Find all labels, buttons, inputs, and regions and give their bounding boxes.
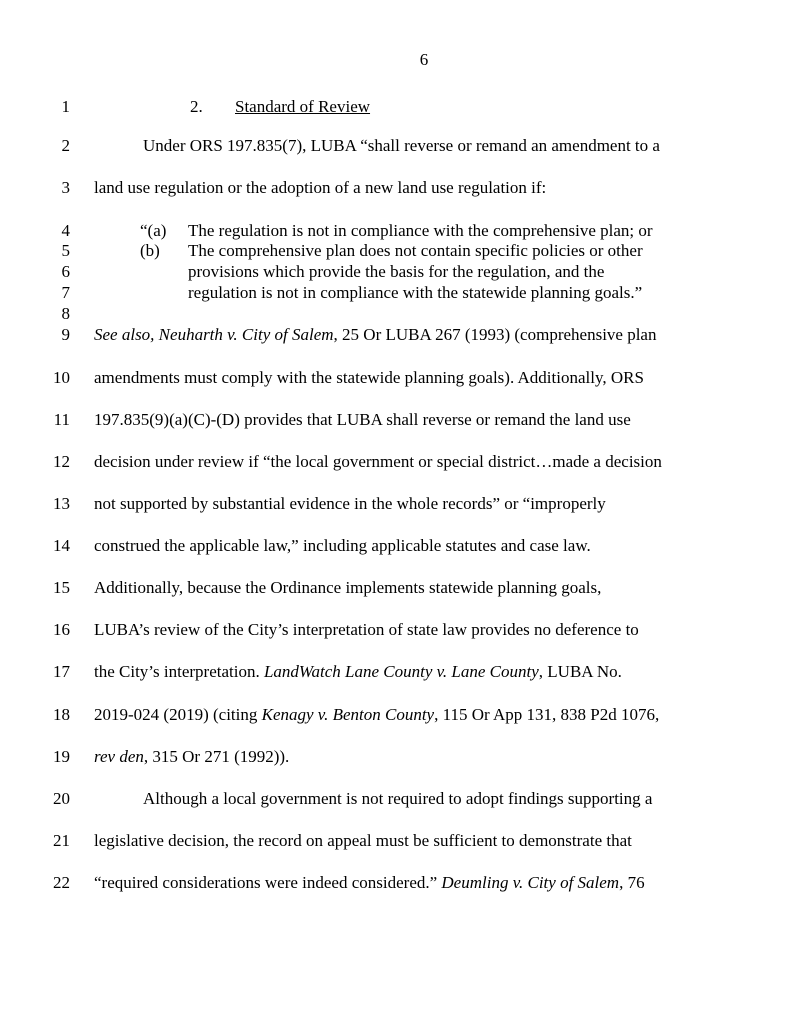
case-citation: rev den	[94, 747, 144, 766]
body-line-14: construed the applicable law,” including applicable statutes and case law.	[94, 536, 591, 555]
line-number: 14	[53, 536, 70, 555]
body-line-10: amendments must comply with the statewide planning goals). Additionally, ORS	[94, 368, 644, 387]
line-number: 7	[61, 283, 70, 302]
line-number: 18	[53, 705, 70, 724]
body-text: , 315 Or 271 (1992)).	[143, 747, 290, 766]
line-number: 1	[61, 97, 70, 116]
quote-text-b3: regulation is not in compliance with the statewide planning goals.”	[188, 283, 643, 302]
body-text: “required considerations were indeed considered.”	[94, 873, 442, 892]
body-line-19	[94, 747, 289, 767]
section-number: 2.	[190, 97, 203, 116]
line-number: 22	[53, 873, 70, 892]
quote-marker-a: “(a)	[140, 221, 167, 240]
line-number: 16	[53, 620, 70, 639]
body-line-18	[94, 705, 659, 725]
body-line-22	[94, 873, 645, 893]
line-number: 8	[61, 304, 70, 323]
body-line-9	[94, 325, 656, 345]
body-line-13: not supported by substantial evidence in the whole records” or “improperly	[94, 494, 606, 513]
body-line-3: land use regulation or the adoption of a new land use regulation if:	[94, 178, 547, 197]
case-citation: See also, Neuharth v. City of Salem	[94, 325, 334, 344]
line-number: 4	[61, 221, 70, 240]
line-number: 13	[53, 494, 70, 513]
quote-text-b2: provisions which provide the basis for the regulation, and the	[188, 262, 605, 281]
body-line-16: LUBA’s review of the City’s interpretation of state law provides no deference to	[94, 620, 639, 639]
line-number: 10	[53, 368, 70, 387]
body-line-21: legislative decision, the record on appeal must be sufficient to demonstrate that	[94, 831, 632, 850]
body-line-12: decision under review if “the local government or special district…made a decision	[94, 452, 662, 471]
line-number: 19	[53, 747, 70, 766]
line-number: 12	[53, 452, 70, 471]
quote-text-b1: The comprehensive plan does not contain specific policies or other	[188, 241, 643, 260]
body-text: , 115 Or App 131, 838 P2d 1076,	[434, 705, 660, 724]
quote-text-a: The regulation is not in compliance with the comprehensive plan; or	[188, 221, 653, 240]
case-citation: Deumling v. City of Salem	[441, 873, 620, 892]
body-text: , 25 Or LUBA 267 (1993) (comprehensive plan	[333, 325, 657, 344]
body-text: , 76	[619, 873, 645, 892]
body-text: , LUBA No.	[538, 662, 622, 681]
page-number: 6	[419, 50, 429, 69]
line-number: 5	[61, 241, 70, 260]
body-line-11: 197.835(9)(a)(C)-(D) provides that LUBA shall reverse or remand the land use	[94, 410, 631, 429]
body-text: 2019-024 (2019) (citing	[94, 705, 262, 724]
line-number: 9	[61, 325, 70, 344]
case-citation: LandWatch Lane County v. Lane County	[263, 662, 539, 681]
line-number: 20	[53, 789, 70, 808]
body-line-2: Under ORS 197.835(7), LUBA “shall reverse or remand an amendment to a	[143, 136, 660, 155]
line-number: 15	[53, 578, 70, 597]
line-number: 3	[61, 178, 70, 197]
body-line-20: Although a local government is not required to adopt findings supporting a	[143, 789, 653, 808]
body-line-15: Additionally, because the Ordinance implements statewide planning goals,	[94, 578, 602, 597]
line-number: 11	[53, 410, 70, 429]
quote-marker-b: (b)	[140, 241, 160, 260]
line-number: 17	[53, 662, 70, 681]
line-number: 6	[61, 262, 70, 281]
line-number: 2	[61, 136, 70, 155]
section-heading: Standard of Review	[235, 97, 371, 116]
body-text: the City’s interpretation.	[94, 662, 264, 681]
body-line-17	[94, 662, 622, 682]
case-citation: Kenagy v. Benton County	[261, 705, 435, 724]
line-number: 21	[53, 831, 70, 850]
